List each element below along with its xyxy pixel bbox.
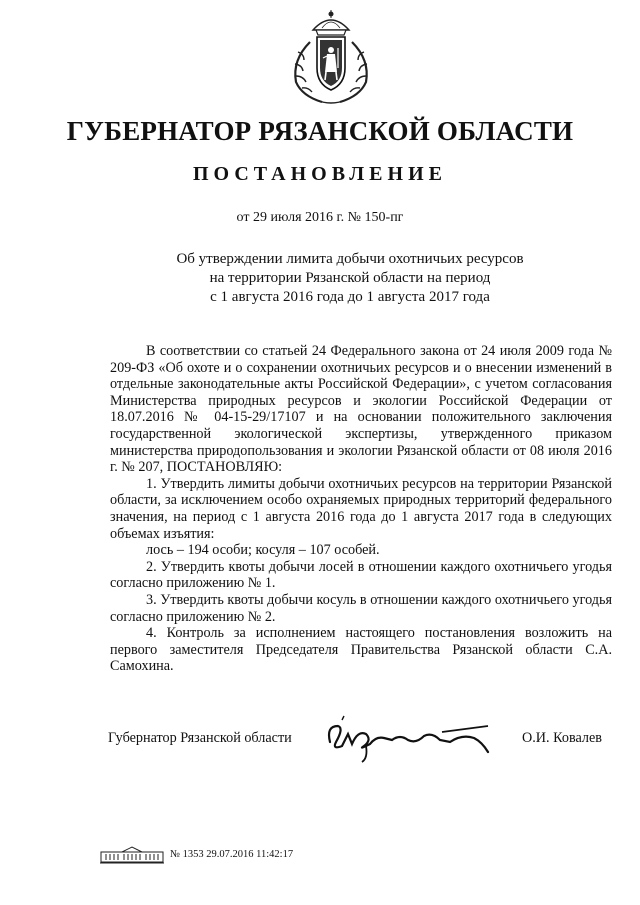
document-body [110, 343, 612, 675]
signatory-title: Губернатор Рязанской области [108, 730, 292, 746]
decree-item-3: 3. Утвердить квоты добычи косуль в отношении каждого охотничьего угодья согласно приложению № 2. [110, 591, 612, 625]
decree-item-1-detail: лось – 194 особи; косуля – 107 особей. [146, 542, 380, 559]
decree-item-1: 1. Утвердить лимиты добычи охотничьих ресурсов на территории Рязанской области, за исключением особо охраняемых природных территорий федерального значения, на период с 1 августа 2016 года до 1 августа 2017 года в следующих объемах изъятия: [110, 475, 612, 542]
date-and-number: от 29 июля 2016 г. № 150-пг [236, 210, 404, 225]
preamble-paragraph: В соответствии со статьей 24 Федерального закона от 24 июля 2009 года № 209-ФЗ «Об охоте и о сохранении охотничьих ресурсов и о внесении изменений в отдельные законодательные акты Российской Федерации», с учетом согласования Министерства природных ресурсов и экологии Российской Федерации от 18.07.2016 № 04-15-29/17107 и на основании положительного заключения государственной экологической экспертизы, утвержденного приказом министерства природопользования и экологии Рязанской области от 08 июля 2016 г. № 207, ПОСТАНОВЛЯЮ: [110, 343, 612, 476]
coat-of-arms-emblem [286, 8, 376, 106]
signature-block [0, 726, 640, 766]
document-type-heading: ПОСТАНОВЛЕНИЕ [193, 163, 447, 185]
building-stamp-icon [100, 846, 164, 864]
registration-number-timestamp: № 1353 29.07.2016 11:42:17 [170, 849, 294, 860]
decree-item-2: 2. Утвердить квоты добычи лосей в отношении каждого охотничьего угодья согласно приложению № 1. [110, 558, 612, 592]
subject-line: с 1 августа 2016 года до 1 августа 2017 года [210, 289, 490, 305]
signatory-name: О.И. Ковалев [522, 730, 602, 746]
registration-stamp [100, 846, 360, 866]
subject-line: на территории Рязанской области на период [209, 270, 491, 286]
decree-item-4: 4. Контроль за исполнением настоящего постановления возложить на первого заместителя Председателя Правительства Рязанской области С.А. Самохина. [110, 625, 612, 675]
document-subject [0, 250, 640, 307]
handwritten-signature [322, 712, 494, 764]
subject-line: Об утверждении лимита добычи охотничьих ресурсов [176, 251, 524, 267]
governor-title: ГУБЕРНАТОР РЯЗАНСКОЙ ОБЛАСТИ [66, 116, 574, 146]
